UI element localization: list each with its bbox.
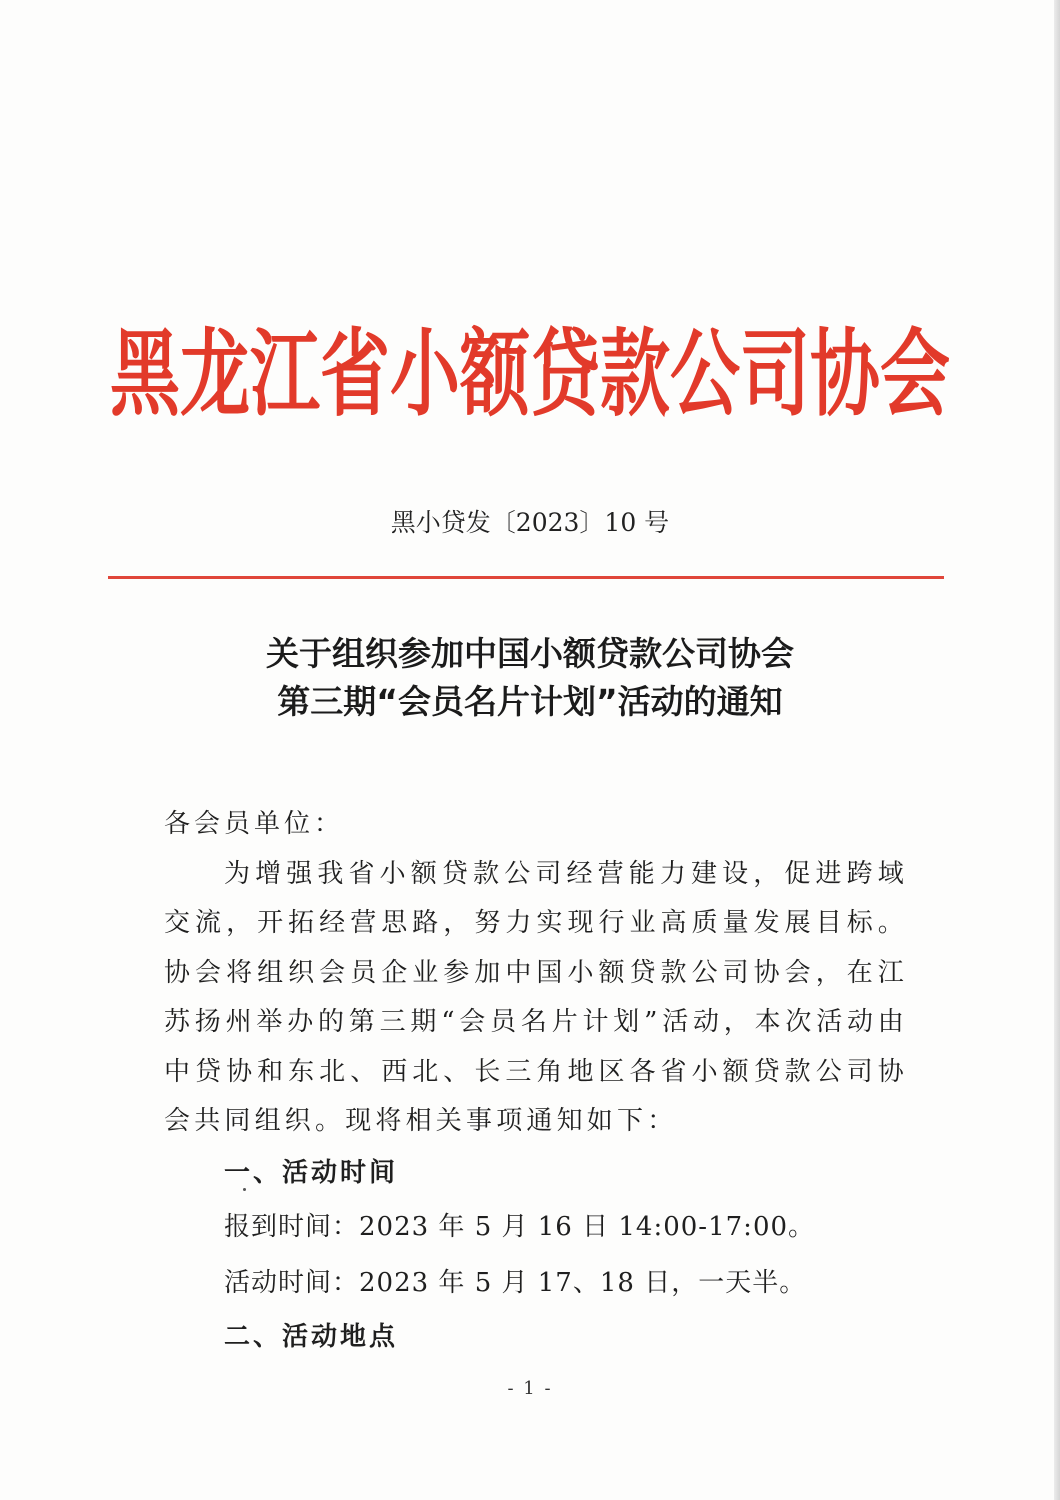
scan-artifact: [112, 1432, 142, 1438]
registration-time: 报到时间：2023 年 5 月 16 日 14:00-17:00。: [224, 1211, 816, 1242]
page-edge-shadow: [1054, 0, 1060, 1500]
scan-dot: [243, 1188, 246, 1191]
intro-paragraph: 为增强我省小额贷款公司经营能力建设，促进跨域交流，开拓经营思路，努力实现行业高质量发展目标。协会将组织会员企业参加中国小额贷款公司协会，在江苏扬州举办的第三期“会员名片计划”活动，本次活动由中贷协和东北、西北、长三角地区各省小额贷款公司协会共同组织。现将相关事项通知如下：: [164, 858, 908, 1136]
section-heading-activity-location: 二、活动地点: [224, 1321, 399, 1352]
section-heading-activity-time: 一、活动时间: [224, 1157, 399, 1188]
document-title: [0, 630, 1060, 726]
page-number: - 1 -: [507, 1378, 553, 1399]
organization-header: 黑龙江省小额贷款公司协会: [110, 318, 950, 430]
document-number: 黑小贷发〔2023〕10 号: [390, 508, 670, 537]
title-line-1: 关于组织参加中国小额贷款公司协会: [266, 634, 794, 673]
title-line-2: 第三期“会员名片计划”活动的通知: [277, 682, 783, 721]
document-body: [164, 800, 908, 1363]
activity-time: 活动时间：2023 年 5 月 17、18 日，一天半。: [224, 1267, 807, 1298]
salutation: 各会员单位：: [164, 809, 345, 839]
red-divider-line: [108, 576, 944, 579]
